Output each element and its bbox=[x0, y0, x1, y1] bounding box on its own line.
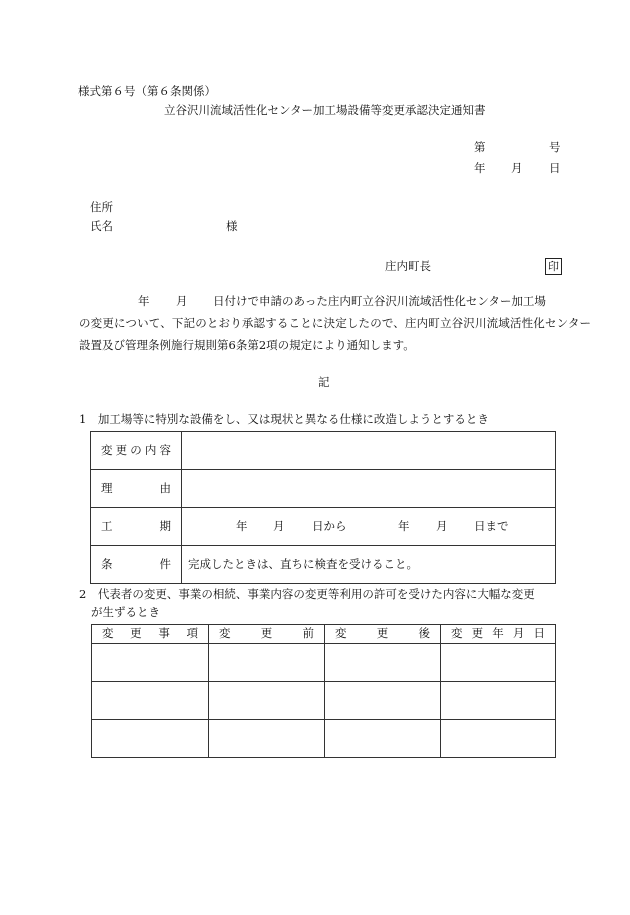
row-label-change-content: 変 更 の 内 容 bbox=[91, 432, 182, 470]
cell-change-item[interactable] bbox=[92, 682, 209, 720]
condition-field: 完成したときは、直ちに検査を受けること。 bbox=[182, 546, 556, 584]
body-text: の変更について、下記のとおり承認することに決定したので、庄内町立谷沢川流域活性化センター設置及び管理条例施行規則第6条第2項の規定により通知します。 bbox=[79, 316, 591, 352]
date-month: 月 bbox=[511, 161, 523, 175]
body-month: 月 bbox=[176, 294, 188, 308]
address-label: 住所 bbox=[90, 200, 113, 214]
cell-change-item[interactable] bbox=[92, 720, 209, 758]
cell-before-change[interactable] bbox=[209, 682, 325, 720]
section2-heading-line2: が生ずるとき bbox=[91, 605, 160, 619]
header-change-item: 変 更 事 項 bbox=[92, 625, 209, 644]
date-day: 日 bbox=[549, 161, 561, 175]
table-row bbox=[92, 682, 556, 720]
period-end-year: 年 bbox=[398, 519, 410, 533]
reason-field[interactable] bbox=[182, 470, 556, 508]
cell-change-date[interactable] bbox=[441, 720, 556, 758]
cell-after-change[interactable] bbox=[325, 644, 441, 682]
section1-table bbox=[90, 431, 556, 584]
seal-box: 印 bbox=[545, 258, 562, 275]
period-start-day: 日から bbox=[312, 519, 347, 533]
cell-change-date[interactable] bbox=[441, 682, 556, 720]
header-after-change: 変 更 後 bbox=[325, 625, 441, 644]
section2-table bbox=[91, 624, 556, 758]
table-header-row bbox=[92, 625, 556, 644]
period-end-day: 日まで bbox=[474, 519, 509, 533]
honorific: 様 bbox=[226, 219, 238, 233]
cell-after-change[interactable] bbox=[325, 682, 441, 720]
cell-change-date[interactable] bbox=[441, 644, 556, 682]
header-before-change: 変 更 前 bbox=[209, 625, 325, 644]
cell-before-change[interactable] bbox=[209, 720, 325, 758]
body-text-line1: 日付けで申請のあった庄内町立谷沢川流域活性化センター加工場 bbox=[213, 294, 546, 308]
row-label-period: 工 期 bbox=[91, 508, 182, 546]
cell-after-change[interactable] bbox=[325, 720, 441, 758]
sender-title: 庄内町長 bbox=[385, 259, 431, 273]
table-row bbox=[91, 508, 556, 546]
period-start-month: 月 bbox=[273, 519, 285, 533]
header-change-date: 変 更 年 月 日 bbox=[441, 625, 556, 644]
form-number: 様式第６号（第６条関係） bbox=[78, 84, 216, 98]
section2-heading-line1: 2 代表者の変更、事業の相続、事業内容の変更等利用の許可を受けた内容に大幅な変更 bbox=[79, 587, 535, 601]
cell-change-item[interactable] bbox=[92, 644, 209, 682]
name-label: 氏名 bbox=[90, 219, 113, 233]
table-row bbox=[91, 432, 556, 470]
row-label-condition: 条 件 bbox=[91, 546, 182, 584]
table-row bbox=[91, 470, 556, 508]
body-year: 年 bbox=[138, 294, 150, 308]
period-end-month: 月 bbox=[436, 519, 448, 533]
period-start-year: 年 bbox=[236, 519, 248, 533]
table-row bbox=[92, 644, 556, 682]
table-row bbox=[92, 720, 556, 758]
row-label-reason: 理 由 bbox=[91, 470, 182, 508]
doc-number-dai: 第 bbox=[474, 140, 486, 154]
period-field[interactable] bbox=[182, 508, 556, 546]
doc-number-go: 号 bbox=[549, 140, 561, 154]
date-year: 年 bbox=[474, 161, 486, 175]
table-row bbox=[91, 546, 556, 584]
change-content-field[interactable] bbox=[182, 432, 556, 470]
cell-before-change[interactable] bbox=[209, 644, 325, 682]
document-title: 立谷沢川流域活性化センター加工場設備等変更承認決定通知書 bbox=[164, 103, 486, 117]
ki-mark: 記 bbox=[318, 375, 330, 389]
section1-heading: 1 加工場等に特別な設備をし、又は現状と異なる仕様に改造しようとするとき bbox=[79, 412, 489, 426]
